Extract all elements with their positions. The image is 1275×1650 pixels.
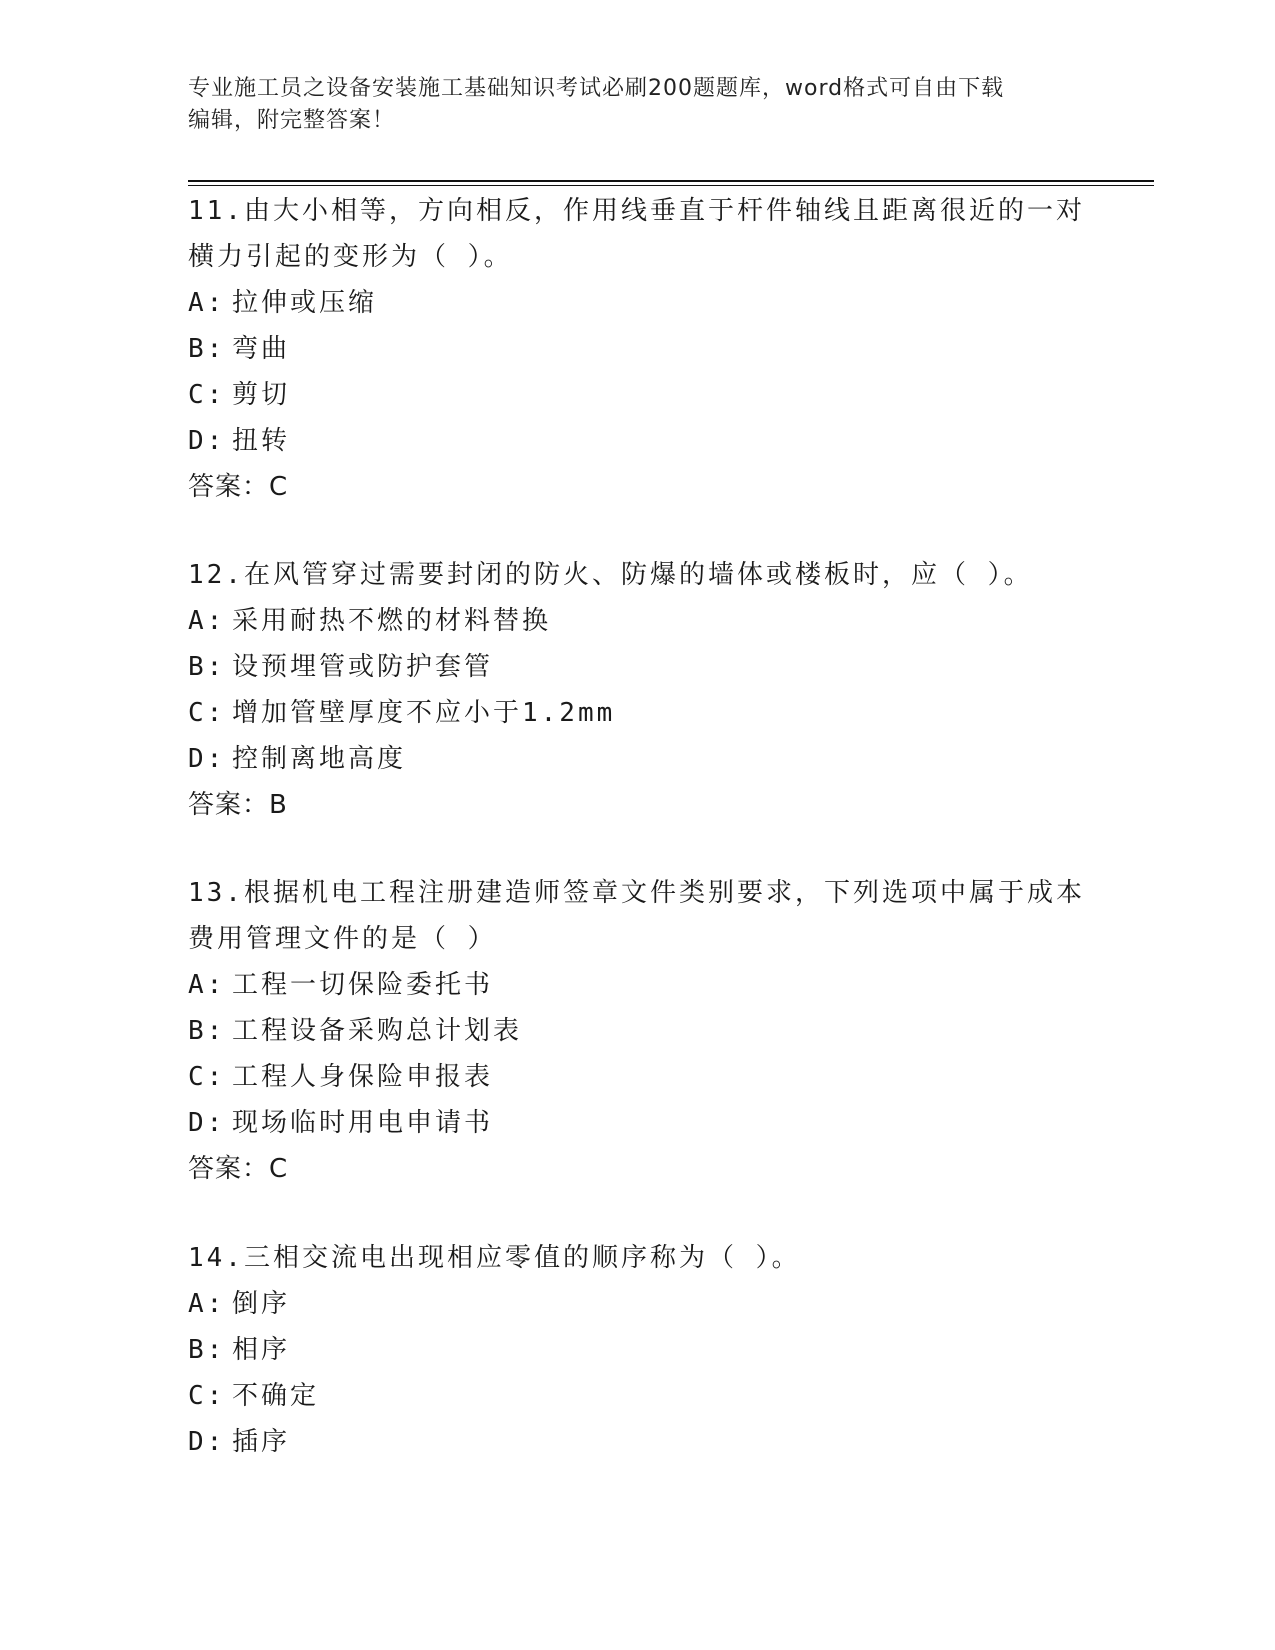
option-text: 工程一切保险委托书 bbox=[232, 970, 494, 1000]
option-c bbox=[188, 1373, 1088, 1419]
option-text: 扭转 bbox=[232, 426, 291, 456]
option-key: A: bbox=[188, 606, 226, 636]
answer-line: 答案：C bbox=[188, 472, 289, 502]
option-text: 设预埋管或防护套管 bbox=[232, 652, 494, 682]
header-line-1: 专业施工员之设备安装施工基础知识考试必刷200题题库，word格式可自由下载 bbox=[188, 76, 1005, 101]
question-stem: 14.三相交流电出现相应零值的顺序称为（ ）。 bbox=[188, 1243, 801, 1273]
question-11 bbox=[188, 188, 1088, 510]
option-key: C: bbox=[188, 380, 226, 410]
answer-line: 答案：C bbox=[188, 1154, 289, 1184]
option-text: 采用耐热不燃的材料替换 bbox=[232, 606, 552, 636]
option-text: 相序 bbox=[232, 1335, 291, 1365]
option-a bbox=[188, 598, 1088, 644]
option-a bbox=[188, 962, 1088, 1008]
question-stem: 费用管理文件的是（ ） bbox=[188, 924, 497, 954]
header-divider-thin bbox=[188, 185, 1154, 186]
option-text: 倒序 bbox=[232, 1289, 291, 1319]
question-13 bbox=[188, 870, 1088, 1192]
option-key: B: bbox=[188, 1016, 226, 1046]
option-a bbox=[188, 1281, 1088, 1327]
option-text: 工程人身保险申报表 bbox=[232, 1062, 494, 1092]
option-key: D: bbox=[188, 1427, 226, 1457]
option-text: 控制离地高度 bbox=[232, 744, 407, 774]
answer-line: 答案：B bbox=[188, 790, 288, 820]
option-key: A: bbox=[188, 1289, 226, 1319]
option-d bbox=[188, 1419, 1088, 1465]
option-c bbox=[188, 372, 1088, 418]
option-key: D: bbox=[188, 1108, 226, 1138]
option-text: 不确定 bbox=[232, 1381, 320, 1411]
question-14 bbox=[188, 1235, 1088, 1465]
option-key: C: bbox=[188, 1062, 226, 1092]
question-stem: 12.在风管穿过需要封闭的防火、防爆的墙体或楼板时，应（ ）。 bbox=[188, 560, 1033, 590]
option-text: 拉伸或压缩 bbox=[232, 288, 378, 318]
option-text: 工程设备采购总计划表 bbox=[232, 1016, 523, 1046]
question-stem: 横力引起的变形为（ ）。 bbox=[188, 242, 513, 272]
option-key: A: bbox=[188, 288, 226, 318]
option-text: 剪切 bbox=[232, 380, 291, 410]
option-b bbox=[188, 644, 1088, 690]
option-c bbox=[188, 1054, 1088, 1100]
header-line-2: 编辑，附完整答案！ bbox=[188, 108, 396, 133]
option-d bbox=[188, 1100, 1088, 1146]
option-c bbox=[188, 690, 1088, 736]
question-12 bbox=[188, 552, 1088, 828]
question-stem: 13.根据机电工程注册建造师签章文件类别要求，下列选项中属于成本 bbox=[188, 878, 1085, 908]
document-header bbox=[188, 73, 1088, 137]
option-key: A: bbox=[188, 970, 226, 1000]
option-key: C: bbox=[188, 1381, 226, 1411]
option-key: D: bbox=[188, 744, 226, 774]
option-key: B: bbox=[188, 1335, 226, 1365]
option-text: 现场临时用电申请书 bbox=[232, 1108, 494, 1138]
option-key: B: bbox=[188, 652, 226, 682]
option-key: B: bbox=[188, 334, 226, 364]
option-b bbox=[188, 326, 1088, 372]
option-text: 弯曲 bbox=[232, 334, 291, 364]
option-d bbox=[188, 418, 1088, 464]
question-stem: 11.由大小相等，方向相反，作用线垂直于杆件轴线且距离很近的一对 bbox=[188, 196, 1085, 226]
header-divider-thick bbox=[188, 180, 1154, 182]
option-b bbox=[188, 1008, 1088, 1054]
option-a bbox=[188, 280, 1088, 326]
option-text: 插序 bbox=[232, 1427, 291, 1457]
option-b bbox=[188, 1327, 1088, 1373]
option-text: 增加管壁厚度不应小于1.2mm bbox=[232, 698, 616, 728]
option-key: D: bbox=[188, 426, 226, 456]
option-d bbox=[188, 736, 1088, 782]
option-key: C: bbox=[188, 698, 226, 728]
